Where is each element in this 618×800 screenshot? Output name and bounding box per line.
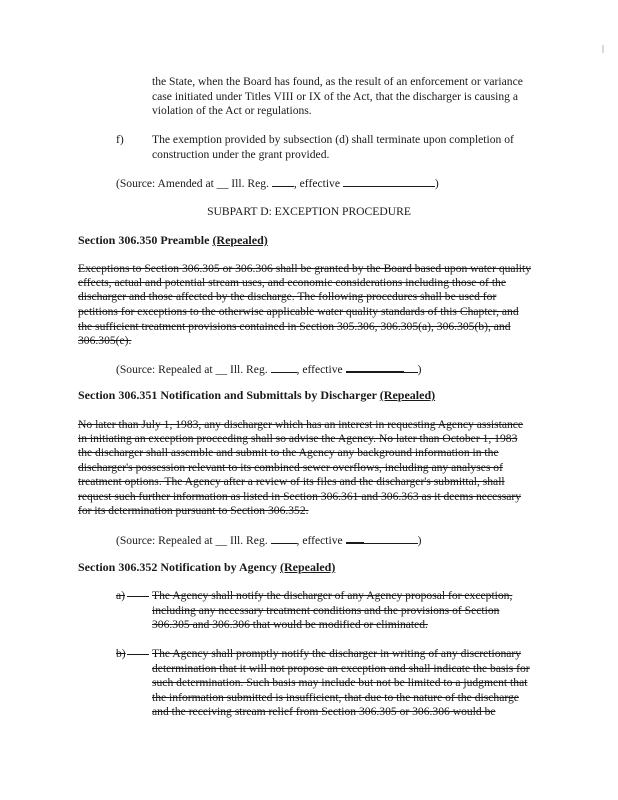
struck-line: Exceptions to Section 306.305 or 306.306 shall be granted by the Board based upon water quality [78, 262, 532, 275]
paragraph-line: violation of the Act or regulations. [152, 104, 312, 117]
struck-line: such determination. Such basis may include but not be limited to a judgment that [152, 676, 528, 689]
struck-line: petitions for exceptions to the otherwise applicable water quality standards of this Chapter, and [78, 305, 519, 318]
struck-line: request such further information as listed in Section 306.361 and 306.363 as it deems necessary [78, 490, 522, 503]
struck-line: the discharger shall assemble and submit to the Agency any background information in the [78, 446, 499, 459]
struck-line: 306.305 and 306.306 that would be modified or eliminated. [152, 618, 428, 631]
blank-line [343, 176, 435, 187]
struck-line: effects, actual and potential stream uses, and economic considerations including those of the [78, 276, 506, 289]
item-label: a) [116, 589, 126, 602]
subpart-title: SUBPART D: EXCEPTION PROCEDURE [207, 205, 411, 218]
repealed-tag: (Repealed) [379, 388, 436, 402]
repealed-tag: (Repealed) [212, 233, 268, 247]
struck-line: No later than July 1, 1983, any discharger which has an interest in requesting Agency assistance [78, 418, 524, 431]
struck-line: treatment options. The Agency after a review of its files and the discharger's submittal, shall [78, 475, 505, 488]
struck-line: The Agency shall notify the discharger of any Agency proposal for exception, [152, 589, 513, 602]
item-label: b) [116, 647, 126, 660]
struck-line: 306.305(e). [78, 334, 132, 347]
source-suffix: ) [434, 177, 439, 190]
source-prefix: (Source: Amended at __ Ill. Reg. [116, 177, 269, 190]
struck-line: discharger and those affected by the discharge. The following procedures shall be used for [78, 290, 497, 303]
blank-line [271, 362, 297, 373]
source-suffix: ) [417, 363, 422, 376]
blank-line [346, 361, 404, 373]
strike-rule [127, 654, 149, 655]
struck-line: the information submitted is insufficient, that due to the nature of the discharge [152, 691, 519, 704]
source-prefix: (Source: Repealed at __ Ill. Reg. [116, 363, 268, 376]
struck-line: determination that it will not propose an exception and shall indicate the basis for [152, 662, 530, 675]
section-heading-text: Section 306.351 Notification and Submittals by Discharger [78, 388, 377, 402]
paragraph-line: the State, when the Board has found, as the result of an enforcement or variance [152, 75, 523, 88]
section-heading [78, 233, 268, 247]
struck-line: and the receiving stream relief from Section 306.305 or 306.306 would be [152, 705, 496, 718]
source-note [116, 361, 421, 377]
paragraph-line: The exemption provided by subsection (d) shall terminate upon completion of [152, 133, 514, 146]
section-heading [78, 560, 335, 574]
section-heading [78, 388, 435, 402]
blank-line [346, 532, 364, 544]
strike-rule [127, 596, 149, 597]
source-suffix: ) [417, 534, 422, 547]
blank-line [364, 533, 418, 544]
repealed-tag: (Repealed) [280, 560, 336, 574]
struck-line: for its determination pursuant to Section 306.352. [78, 504, 309, 517]
item-label: f) [116, 133, 124, 146]
paragraph-line: case initiated under Titles VIII or IX of the Act, that the discharger is causing a [152, 90, 518, 103]
struck-line: the sufficient treatment provisions contained in Section 305.306, 306.305(a), 306.305(b), and [78, 320, 511, 333]
source-note [116, 532, 421, 548]
struck-line: in initiating an exception proceeding shall so advise the Agency. No later than October 1, 1983 [78, 432, 518, 445]
source-middle: , effective [296, 363, 343, 376]
source-prefix: (Source: Repealed at __ Ill. Reg. [116, 534, 268, 547]
paragraph-line: construction under the grant provided. [152, 148, 330, 161]
blank-line [272, 176, 294, 187]
scan-mark [602, 45, 604, 53]
section-heading-text: Section 306.350 Preamble [78, 233, 210, 247]
source-note [116, 176, 439, 191]
struck-line: including any necessary treatment conditions and the provisions of Section [152, 604, 500, 617]
struck-line: The Agency shall promptly notify the discharger in writing of any discretionary [152, 647, 522, 660]
blank-line [404, 362, 418, 373]
blank-line [271, 533, 297, 544]
struck-line: discharger's possession relevant to its combined sewer overflows, including any analyses of [78, 461, 503, 474]
source-middle: , effective [293, 177, 340, 190]
section-heading-text: Section 306.352 Notification by Agency [78, 560, 277, 574]
source-middle: , effective [296, 534, 343, 547]
